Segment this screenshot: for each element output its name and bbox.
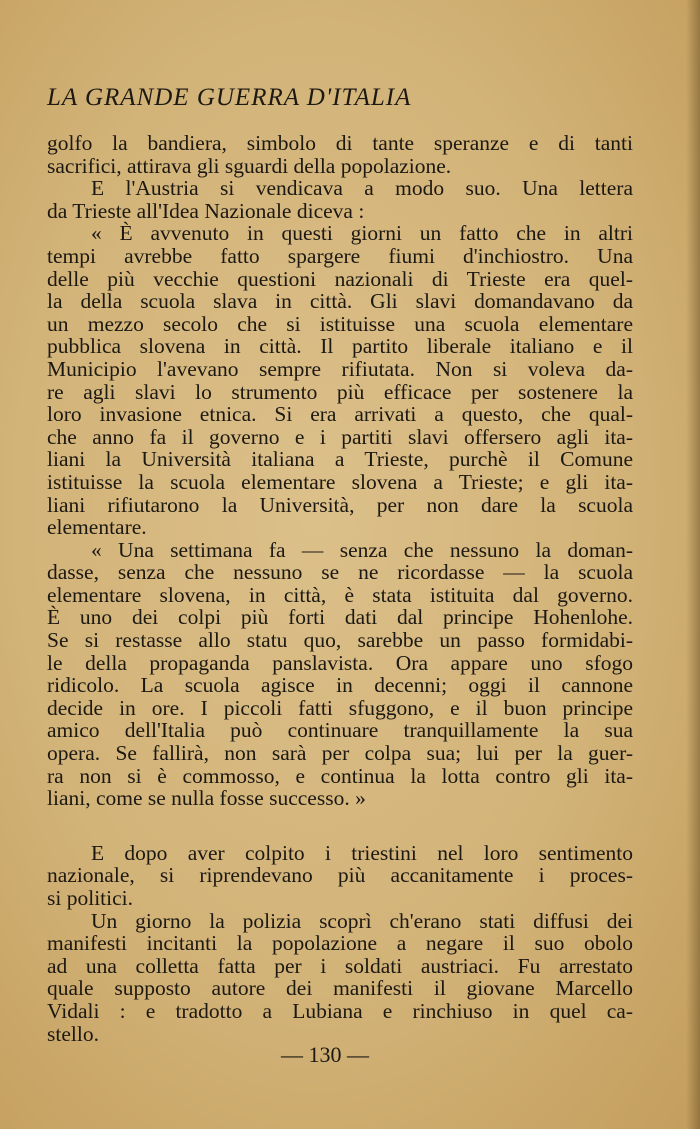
text-line: E l'Austria si vendicava a modo suo. Una lettera [91,176,633,201]
text-line: un mezzo secolo che si istituisse una scuola elementare [47,311,633,336]
paragraph [47,132,633,177]
paragraph [47,177,633,222]
page-edge-shadow [686,0,700,1129]
paragraph [47,910,633,1046]
text-line: quale supposto autore dei manifesti il giovane Marcello [47,976,633,1001]
paragraph [47,539,633,810]
text-line: che anno fa il governo e i partiti slavi offersero agli ita- [47,424,633,449]
paragraph [47,842,633,910]
text-line: manifesti incitanti la popolazione a negare il suo obolo [47,931,633,956]
text-line: istituisse la scuola elementare slovena a Trieste; e gli ita- [47,469,633,494]
text-line: « È avvenuto in questi giorni un fatto che in altri [91,221,633,246]
text-line: pubblica slovena in città. Il partito liberale italiano e il [47,334,633,359]
text-line: Se si restasse allo statu quo, sarebbe un passo formidabi- [47,628,633,653]
text-line: liani la Università italiana a Trieste, purchè il Comune [47,447,633,472]
text-line: Municipio l'avevano sempre rifiutata. Non si voleva da- [47,356,633,381]
text-line: E dopo aver colpito i triestini nel loro sentimento [91,840,633,865]
text-line: ad una colletta fatta per i soldati austriaci. Fu arrestato [47,953,633,978]
text-line: decide in ore. I piccoli fatti sfuggono, e il buon principe [47,695,633,720]
text-line: loro invasione etnica. Si era arrivati a questo, che qual- [47,402,633,427]
text-line: delle più vecchie questioni nazionali di Trieste era quel- [47,266,633,291]
body-text [47,132,633,1045]
text-line: nazionale, si riprendevano più accanitamente i proces- [47,863,633,888]
text-line: È uno dei colpi più forti dati dal principe Hohenlohe. [47,605,633,630]
text-line: le della propaganda panslavista. Ora appare uno sfogo [47,650,633,675]
text-line: re agli slavi lo strumento più efficace per sostenere la [47,379,633,404]
paragraph [47,222,633,538]
text-line: Vidali : e tradotto a Lubiana e rinchiuso in quel ca- [47,998,633,1023]
text-line: liani, come se nulla fosse successo. » [47,786,366,811]
text-line: tempi avrebbe fatto spargere fiumi d'inchiostro. Una [47,243,633,268]
text-line: Un giorno la polizia scoprì ch'erano stati diffusi dei [91,908,633,933]
paragraph-gap [47,810,633,842]
text-line: stello. [47,1021,99,1046]
text-line: dasse, senza che nessuno se ne ricordasse — la scuola [47,560,633,585]
text-line: elementare slovena, in città, è stata istituita dal governo. [47,582,633,607]
text-line: « Una settimana fa — senza che nessuno la doman- [91,537,633,562]
text-line: si politici. [47,886,133,910]
text-line: amico dell'Italia può continuare tranquillamente la sua [47,718,633,743]
running-head: LA GRANDE GUERRA D'ITALIA [47,84,412,111]
text-line: opera. Se fallirà, non sarà per colpa sua; lui per la guer- [47,741,633,766]
text-line: golfo la bandiera, simbolo di tante speranze e di tanti [47,131,633,155]
text-line: ra non si è commosso, e continua la lotta contro gli ita- [47,763,633,788]
text-line: elementare. [47,515,147,540]
text-line: liani rifiutarono la Università, per non dare la scuola [47,492,633,517]
page-number: — 130 — [281,1042,369,1067]
text-line: la della scuola slava in città. Gli slavi domandavano da [47,289,633,314]
text-line: da Trieste all'Idea Nazionale diceva : [47,198,365,223]
text-line: sacrifici, attirava gli sguardi della popolazione. [47,153,452,178]
text-line: ridicolo. La scuola agisce in decenni; oggi il cannone [47,673,633,698]
